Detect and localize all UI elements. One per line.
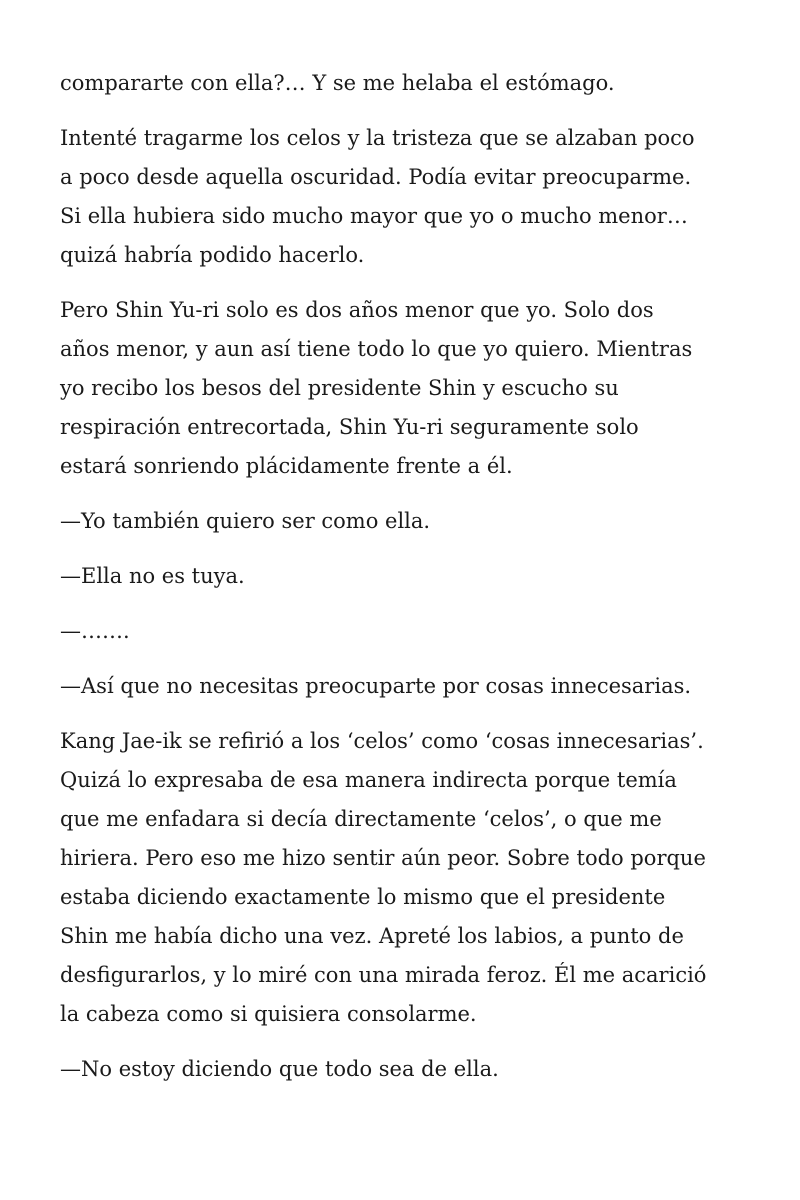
- text-line: años menor, y aun así tiene todo lo que yo quiero. Mientras: [60, 337, 693, 361]
- text-line: —No estoy diciendo que todo sea de ella.: [60, 1057, 499, 1081]
- text-line: desfigurarlos, y lo miré con una mirada feroz. Él me acarició: [60, 963, 707, 987]
- text-line: Quizá lo expresaba de esa manera indirecta porque temía: [60, 768, 677, 792]
- text-line: quizá habría podido hacerlo.: [60, 243, 365, 267]
- paragraph-4: [60, 722, 750, 1034]
- paragraph-3: [60, 291, 750, 486]
- text-line: yo recibo los besos del presidente Shin y escucho su: [60, 376, 619, 400]
- text-line: compararte con ella?… Y se me helaba el estómago.: [60, 71, 615, 95]
- text-line: a poco desde aquella oscuridad. Podía evitar preocuparme.: [60, 165, 692, 189]
- dialogue-line-5: [60, 1050, 750, 1089]
- text-line: Pero Shin Yu-ri solo es dos años menor que yo. Solo dos: [60, 298, 654, 322]
- dialogue-line-3: [60, 612, 750, 651]
- text-line: —Ella no es tuya.: [60, 564, 245, 588]
- dialogue-line-1: [60, 502, 750, 541]
- text-line: Shin me había dicho una vez. Apreté los labios, a punto de: [60, 924, 684, 948]
- text-line: Kang Jae-ik se refirió a los ‘celos’ como ‘cosas innecesarias’.: [60, 729, 704, 753]
- text-line: hiriera. Pero eso me hizo sentir aún peor. Sobre todo porque: [60, 846, 706, 870]
- text-line: estará sonriendo plácidamente frente a él.: [60, 454, 513, 478]
- text-line: la cabeza como si quisiera consolarme.: [60, 1002, 477, 1026]
- text-line: Intenté tragarme los celos y la tristeza que se alzaban poco: [60, 126, 695, 150]
- paragraph-2: [60, 119, 750, 275]
- text-line: respiración entrecortada, Shin Yu-ri seguramente solo: [60, 415, 639, 439]
- text-line: —Yo también quiero ser como ella.: [60, 509, 431, 533]
- text-line: Si ella hubiera sido mucho mayor que yo o mucho menor…: [60, 204, 688, 228]
- text-line: —Así que no necesitas preocuparte por cosas innecesarias.: [60, 674, 692, 698]
- text-line: que me enfadara si decía directamente ‘celos’, o que me: [60, 807, 662, 831]
- dialogue-line-2: [60, 557, 750, 596]
- text-line: estaba diciendo exactamente lo mismo que el presidente: [60, 885, 666, 909]
- text-line: —…….: [60, 619, 130, 643]
- document-page: [60, 64, 750, 1105]
- paragraph-1: [60, 64, 750, 103]
- dialogue-line-4: [60, 667, 750, 706]
